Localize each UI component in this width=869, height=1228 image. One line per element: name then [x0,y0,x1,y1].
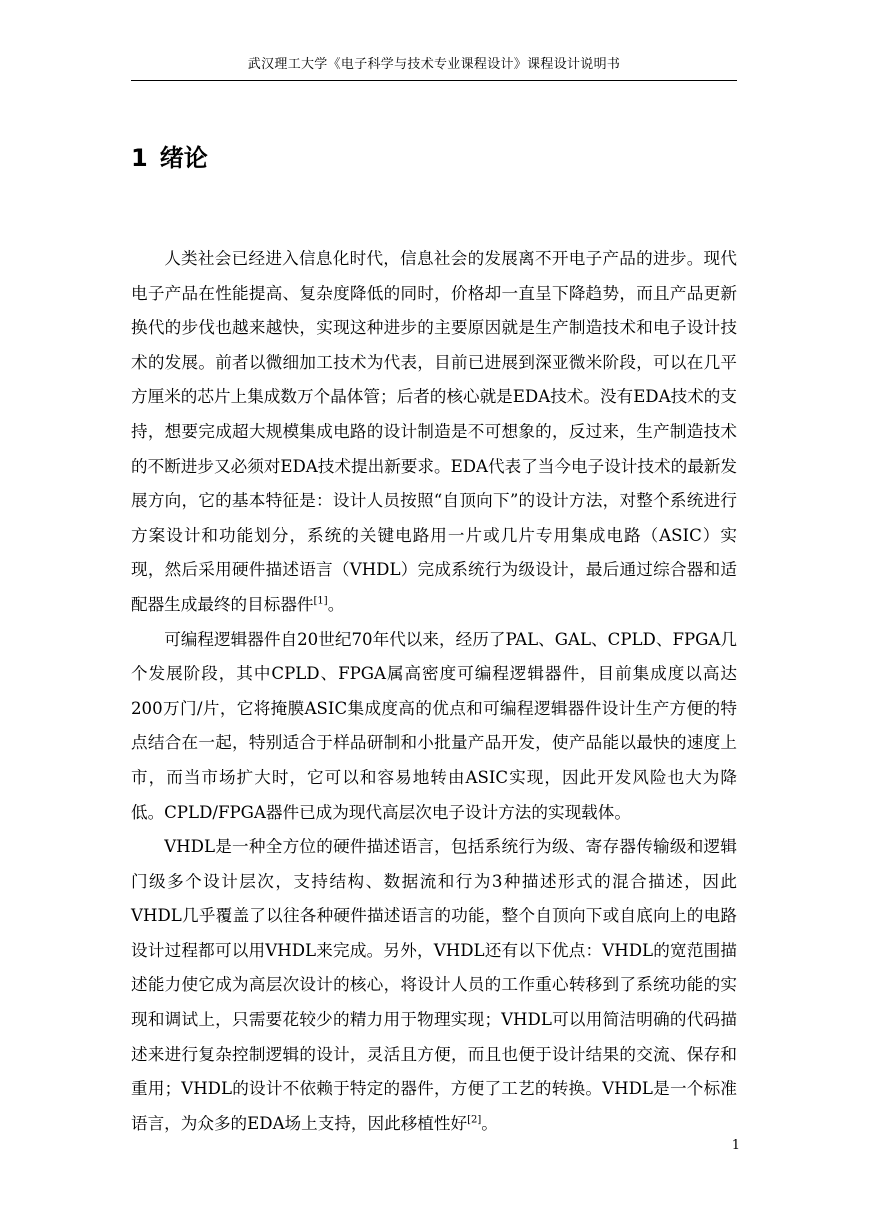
chapter-title: 绪论 [159,144,208,172]
page-number: 1 [731,1138,740,1153]
body-text [131,242,737,1141]
paragraph-text: 可编程逻辑器件自20世纪70年代以来，经历了PAL、GAL、CPLD、FPGA几个发展阶段，其中CPLD、FPGA属高密度可编程逻辑器件，目前集成度以高达200万门/片，它将掩膜ASIC集成度高的优点和可编程逻辑器件设计生产方便的特点结合在一起，特别适合于样品研制和小批量产品开发，使产品能以最快的速度上市，而当市场扩大时，它可以和容易地转由ASIC实现，因此开发风险也大为降低。CPLD/FPGA器件已成为现代高层次电子设计方法的实现载体。 [131,629,737,822]
paragraph-end: 。 [481,1113,498,1133]
running-header: 武汉理工大学《电子科学与技术专业课程设计》课程设计说明书 [247,57,621,72]
paragraph-end: 。 [327,594,345,614]
paragraph-text: 人类社会已经进入信息化时代，信息社会的发展离不开电子产品的进步。现代电子产品在性能提高、复杂度降低的同时，价格却一直呈下降趋势，而且产品更新换代的步伐也越来越快，实现这种进步的主要原因就是生产制造技术和电子设计技术的发展。前者以微细加工技术为代表，目前已进展到深亚微米阶段，可以在几平方厘米的芯片上集成数万个晶体管；后者的核心就是EDA技术。没有EDA技术的支持，想要完成超大规模集成电路的设计制造是不可想象的，反过来，生产制造技术的不断进步又必须对EDA技术提出新要求。EDA代表了当今电子设计技术的最新发展方向，它的基本特征是：设计人员按照“自顶向下”的设计方法，对整个系统进行方案设计和功能划分，系统的关键电路用一片或几片专用集成电路（ASIC）实现，然后采用硬件描述语言（VHDL）完成系统行为级设计，最后通过综合器和适配器生成最终的目标器件 [131,249,737,614]
paragraph-2 [131,623,737,831]
citation-ref: [2] [467,1114,482,1126]
paragraph-1 [131,242,737,623]
paragraph-3 [131,830,737,1141]
chapter-heading [131,138,208,178]
paragraph-text: VHDL是一种全方位的硬件描述语言，包括系统行为级、寄存器传输级和逻辑门级多个设计层次，支持结构、数据流和行为3种描述形式的混合描述，因此VHDL几乎覆盖了以往各种硬件描述语言的功能，整个自顶向下或自底向上的电路设计过程都可以用VHDL来完成。另外，VHDL还有以下优点：VHDL的宽范围描述能力使它成为高层次设计的核心，将设计人员的工作重心转移到了系统功能的实现和调试上，只需要花较少的精力用于物理实现；VHDL可以用简洁明确的代码描述来进行复杂控制逻辑的设计，灵活且方便，而且也便于设计结果的交流、保存和重用；VHDL的设计不依赖于特定的器件，方便了工艺的转换。VHDL是一个标准语言，为众多的EDA场上支持，因此移植性好 [131,837,737,1133]
chapter-number: 1 [131,144,148,172]
citation-ref: [1] [313,595,328,607]
header-divider [131,80,737,81]
